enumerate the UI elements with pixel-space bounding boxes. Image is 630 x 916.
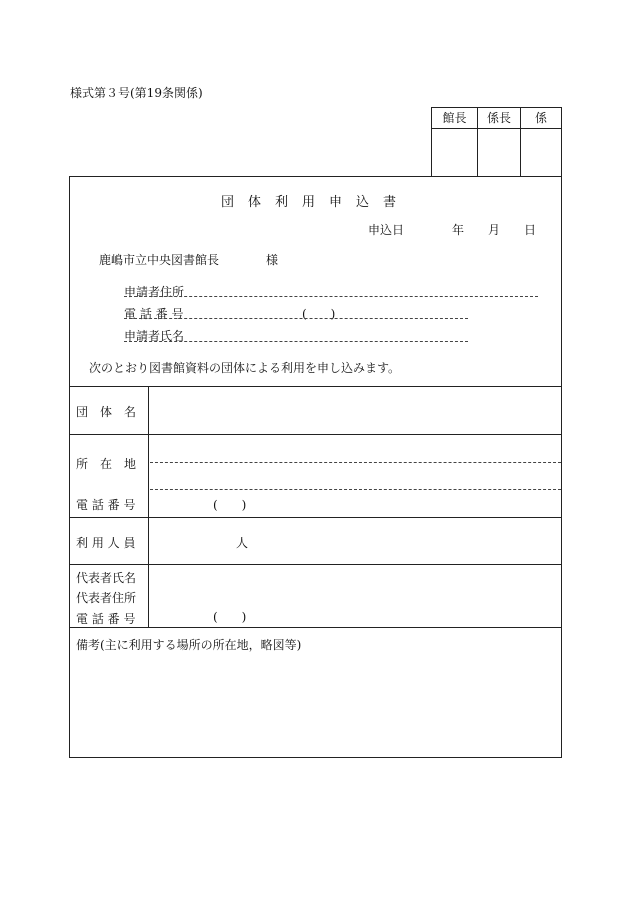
applicant-address-line[interactable] bbox=[124, 296, 538, 297]
row-divider bbox=[70, 517, 561, 518]
stamp-header-chief: 係長 bbox=[478, 108, 521, 129]
phone-paren[interactable]: ( ) bbox=[213, 498, 247, 512]
group-name-label: 団 体 名 bbox=[76, 405, 137, 419]
group-name-field[interactable] bbox=[150, 388, 560, 432]
stamp-header-director: 館長 bbox=[432, 108, 478, 129]
remarks-label: 備考(主に利用する場所の所在地，略図等) bbox=[76, 638, 302, 652]
users-label: 利 用 人 員 bbox=[76, 536, 136, 550]
location-line-2[interactable] bbox=[150, 489, 561, 490]
date-month: 月 bbox=[488, 223, 501, 237]
rep-address-label: 代表者住所 bbox=[76, 591, 137, 605]
date-label: 申込日 bbox=[368, 223, 405, 237]
location-line-1[interactable] bbox=[150, 462, 561, 463]
date-day: 日 bbox=[524, 223, 537, 237]
application-form bbox=[69, 176, 562, 758]
row-divider bbox=[70, 564, 561, 565]
remarks-field[interactable] bbox=[74, 657, 557, 753]
applicant-phone-paren: ( ) bbox=[302, 307, 336, 321]
rep-phone-paren[interactable]: ( ) bbox=[213, 610, 247, 624]
stamp-cell-chief[interactable] bbox=[478, 129, 521, 176]
row-divider bbox=[70, 627, 561, 628]
application-statement: 次のとおり図書館資料の団体による利用を申し込みます。 bbox=[89, 361, 401, 375]
rep-name-label: 代表者氏名 bbox=[76, 571, 137, 585]
rep-phone-label: 電 話 番 号 bbox=[76, 612, 136, 626]
applicant-address-label: 申請者住所 bbox=[124, 285, 185, 299]
applicant-name-line[interactable] bbox=[124, 341, 468, 342]
stamp-cell-staff[interactable] bbox=[521, 129, 561, 176]
form-number: 様式第３号(第19条関係) bbox=[70, 86, 203, 100]
date-year: 年 bbox=[452, 223, 465, 237]
applicant-phone-line[interactable] bbox=[124, 318, 468, 319]
location-label: 所 在 地 bbox=[76, 457, 137, 471]
row-divider bbox=[70, 434, 561, 435]
approval-stamp-boxes bbox=[431, 107, 562, 177]
phone-label: 電 話 番 号 bbox=[76, 498, 136, 512]
stamp-header-staff: 係 bbox=[521, 108, 561, 129]
stamp-cell-director[interactable] bbox=[432, 129, 478, 176]
users-unit: 人 bbox=[236, 536, 249, 550]
column-divider bbox=[148, 386, 149, 627]
applicant-phone-label: 電 話 番 号 bbox=[124, 307, 184, 321]
addressee-name: 鹿嶋市立中央図書館長 bbox=[99, 253, 220, 267]
row-divider bbox=[70, 386, 561, 387]
applicant-name-label: 申請者氏名 bbox=[124, 329, 185, 343]
addressee-honorific: 様 bbox=[266, 253, 279, 267]
form-title: 団体利用申込書 bbox=[220, 195, 410, 210]
